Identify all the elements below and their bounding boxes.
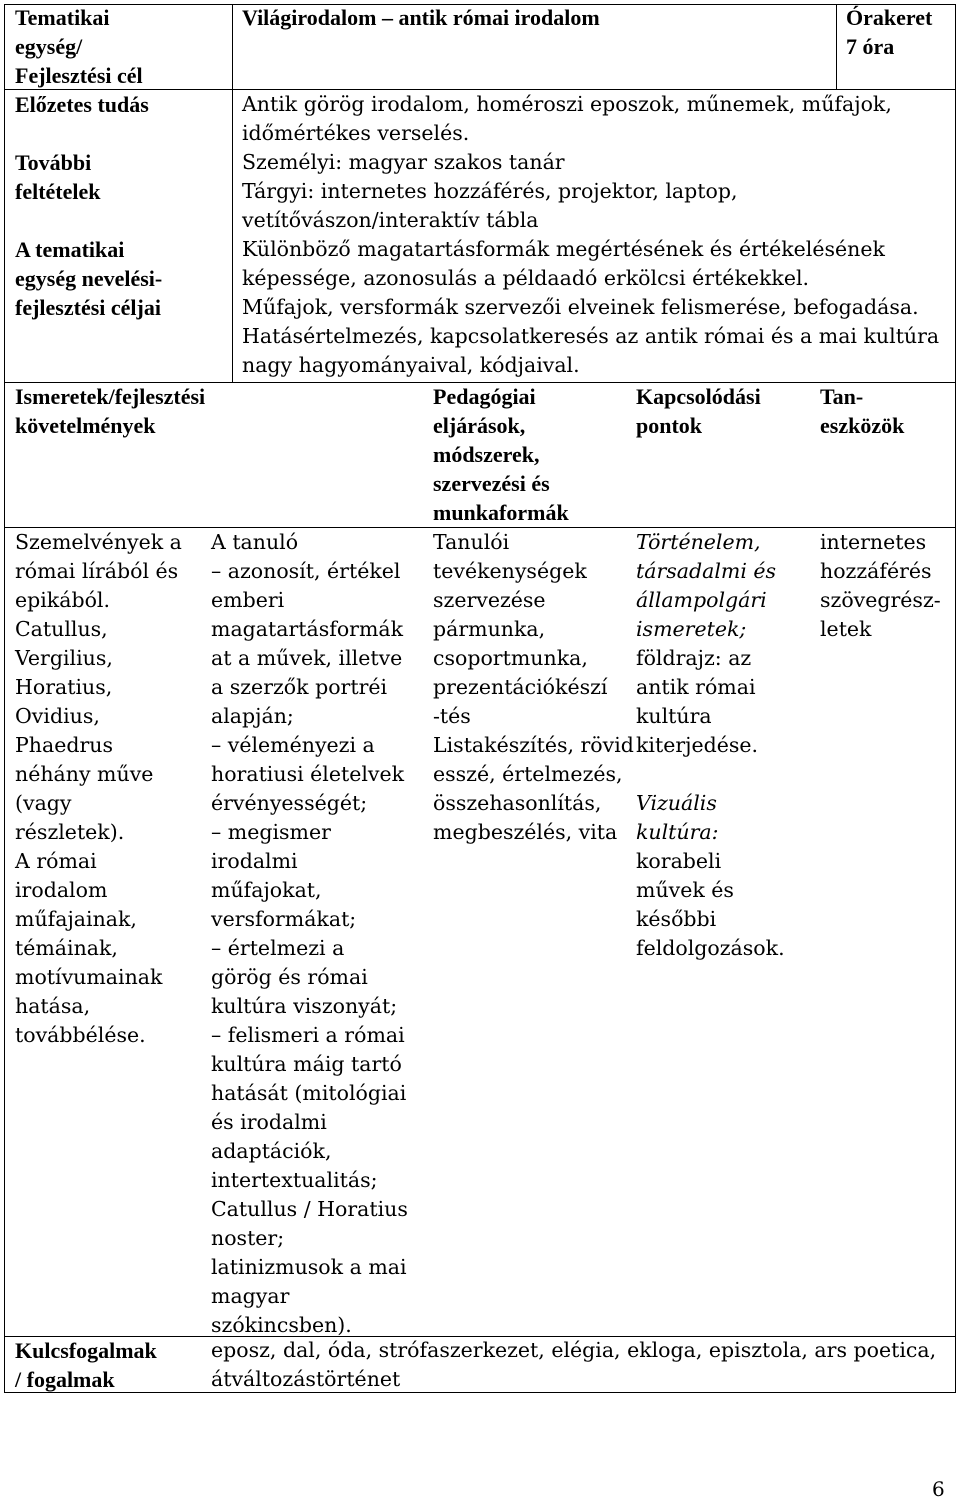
unit-label: Tematikai egység/ Fejlesztési cél (15, 5, 143, 88)
tools-column: internetes hozzáférés szövegrész- letek (820, 530, 941, 641)
goals-label: A tematikai egység nevelési- fejlesztési céljai (15, 237, 163, 320)
prior-knowledge-text: Antik görög irodalom, homéroszi eposzok, műnemek, műfajok, időmértékes verselés. (242, 92, 892, 145)
hours-divider (836, 4, 837, 90)
hours-label: Órakeret 7 óra (846, 5, 933, 59)
topics-column: Szemelvények a római lírából és epikából. Catullus, Vergilius, Horatius, Ovidius, Phaedrus néhány műve (vagy részletek). A római irodalom műfajainak, témáinak, motívumainak hatása, továbbélése. (15, 530, 182, 1047)
prior-knowledge-label: Előzetes tudás (15, 92, 149, 117)
student-activities-column: A tanuló – azonosít, értékel emberi magatartásformák at a művek, illetve a szerzők portréi alapján; – véleményezi a horatiusi életelvek érvényességét; – megismer irodalmi műfajokat, versformákat; – értelmezi a görög és római kultúra viszonyát; – felismeri a római kultúra máig tartó hatását (mitológiai és irodalmi adaptációk, intertextualitás; Catullus / Horatius noster; latinizmusok a mai magyar szókincsben). (211, 530, 408, 1337)
further-conditions-label: További feltételek (15, 150, 101, 204)
key-concepts-text: eposz, dal, óda, strófaszerkezet, elégia, ekloga, episztola, ars poetica, átváltozástörténet (211, 1338, 937, 1391)
requirements-header: Ismeretek/fejlesztési követelmények (15, 384, 206, 438)
label-column-divider (232, 4, 233, 383)
key-concepts-label: Kulcsfogalmak / fogalmak (15, 1338, 157, 1392)
methods-column: Tanulói tevékenységek szervezése pármunka, csoportmunka, prezentációkészí -tés Listakészítés, rövid esszé, értelmezés, összehasonlítás, megbeszélés, vita (433, 530, 634, 844)
table-border-right (955, 4, 956, 1393)
tools-header: Tan- eszközök (820, 384, 905, 438)
connections-column: Történelem, társadalmi és állampolgári ismeretek; földrajz: az antik római kultúra kiterjedése. Vizuális kultúra: korabeli művek és későbbi feldolgozások. (636, 530, 785, 960)
further-conditions-text: Személyi: magyar szakos tanár Tárgyi: internetes hozzáférés, projektor, laptop, vetítővászon/interaktív tábla (242, 150, 738, 232)
table-border-left (4, 4, 5, 1393)
goals-text: Különböző magatartásformák megértésének és értékelésének képessége, azonosulás a példaadó erkölcsi értékekkel. Műfajok, versformák szervezői elveinek felismerése, befogadása. Hatásértelmezés, kapcsolatkeresés az antik római és a mai kultúra nagy hagyományaival, kódjaival. (242, 237, 940, 377)
methods-header: Pedagógiai eljárások, módszerek, szervezési és munkaformák (433, 384, 569, 525)
unit-title: Világirodalom – antik római irodalom (242, 5, 600, 30)
connections-header: Kapcsolódási pontok (636, 384, 761, 438)
page-number: 6 (932, 1477, 945, 1501)
